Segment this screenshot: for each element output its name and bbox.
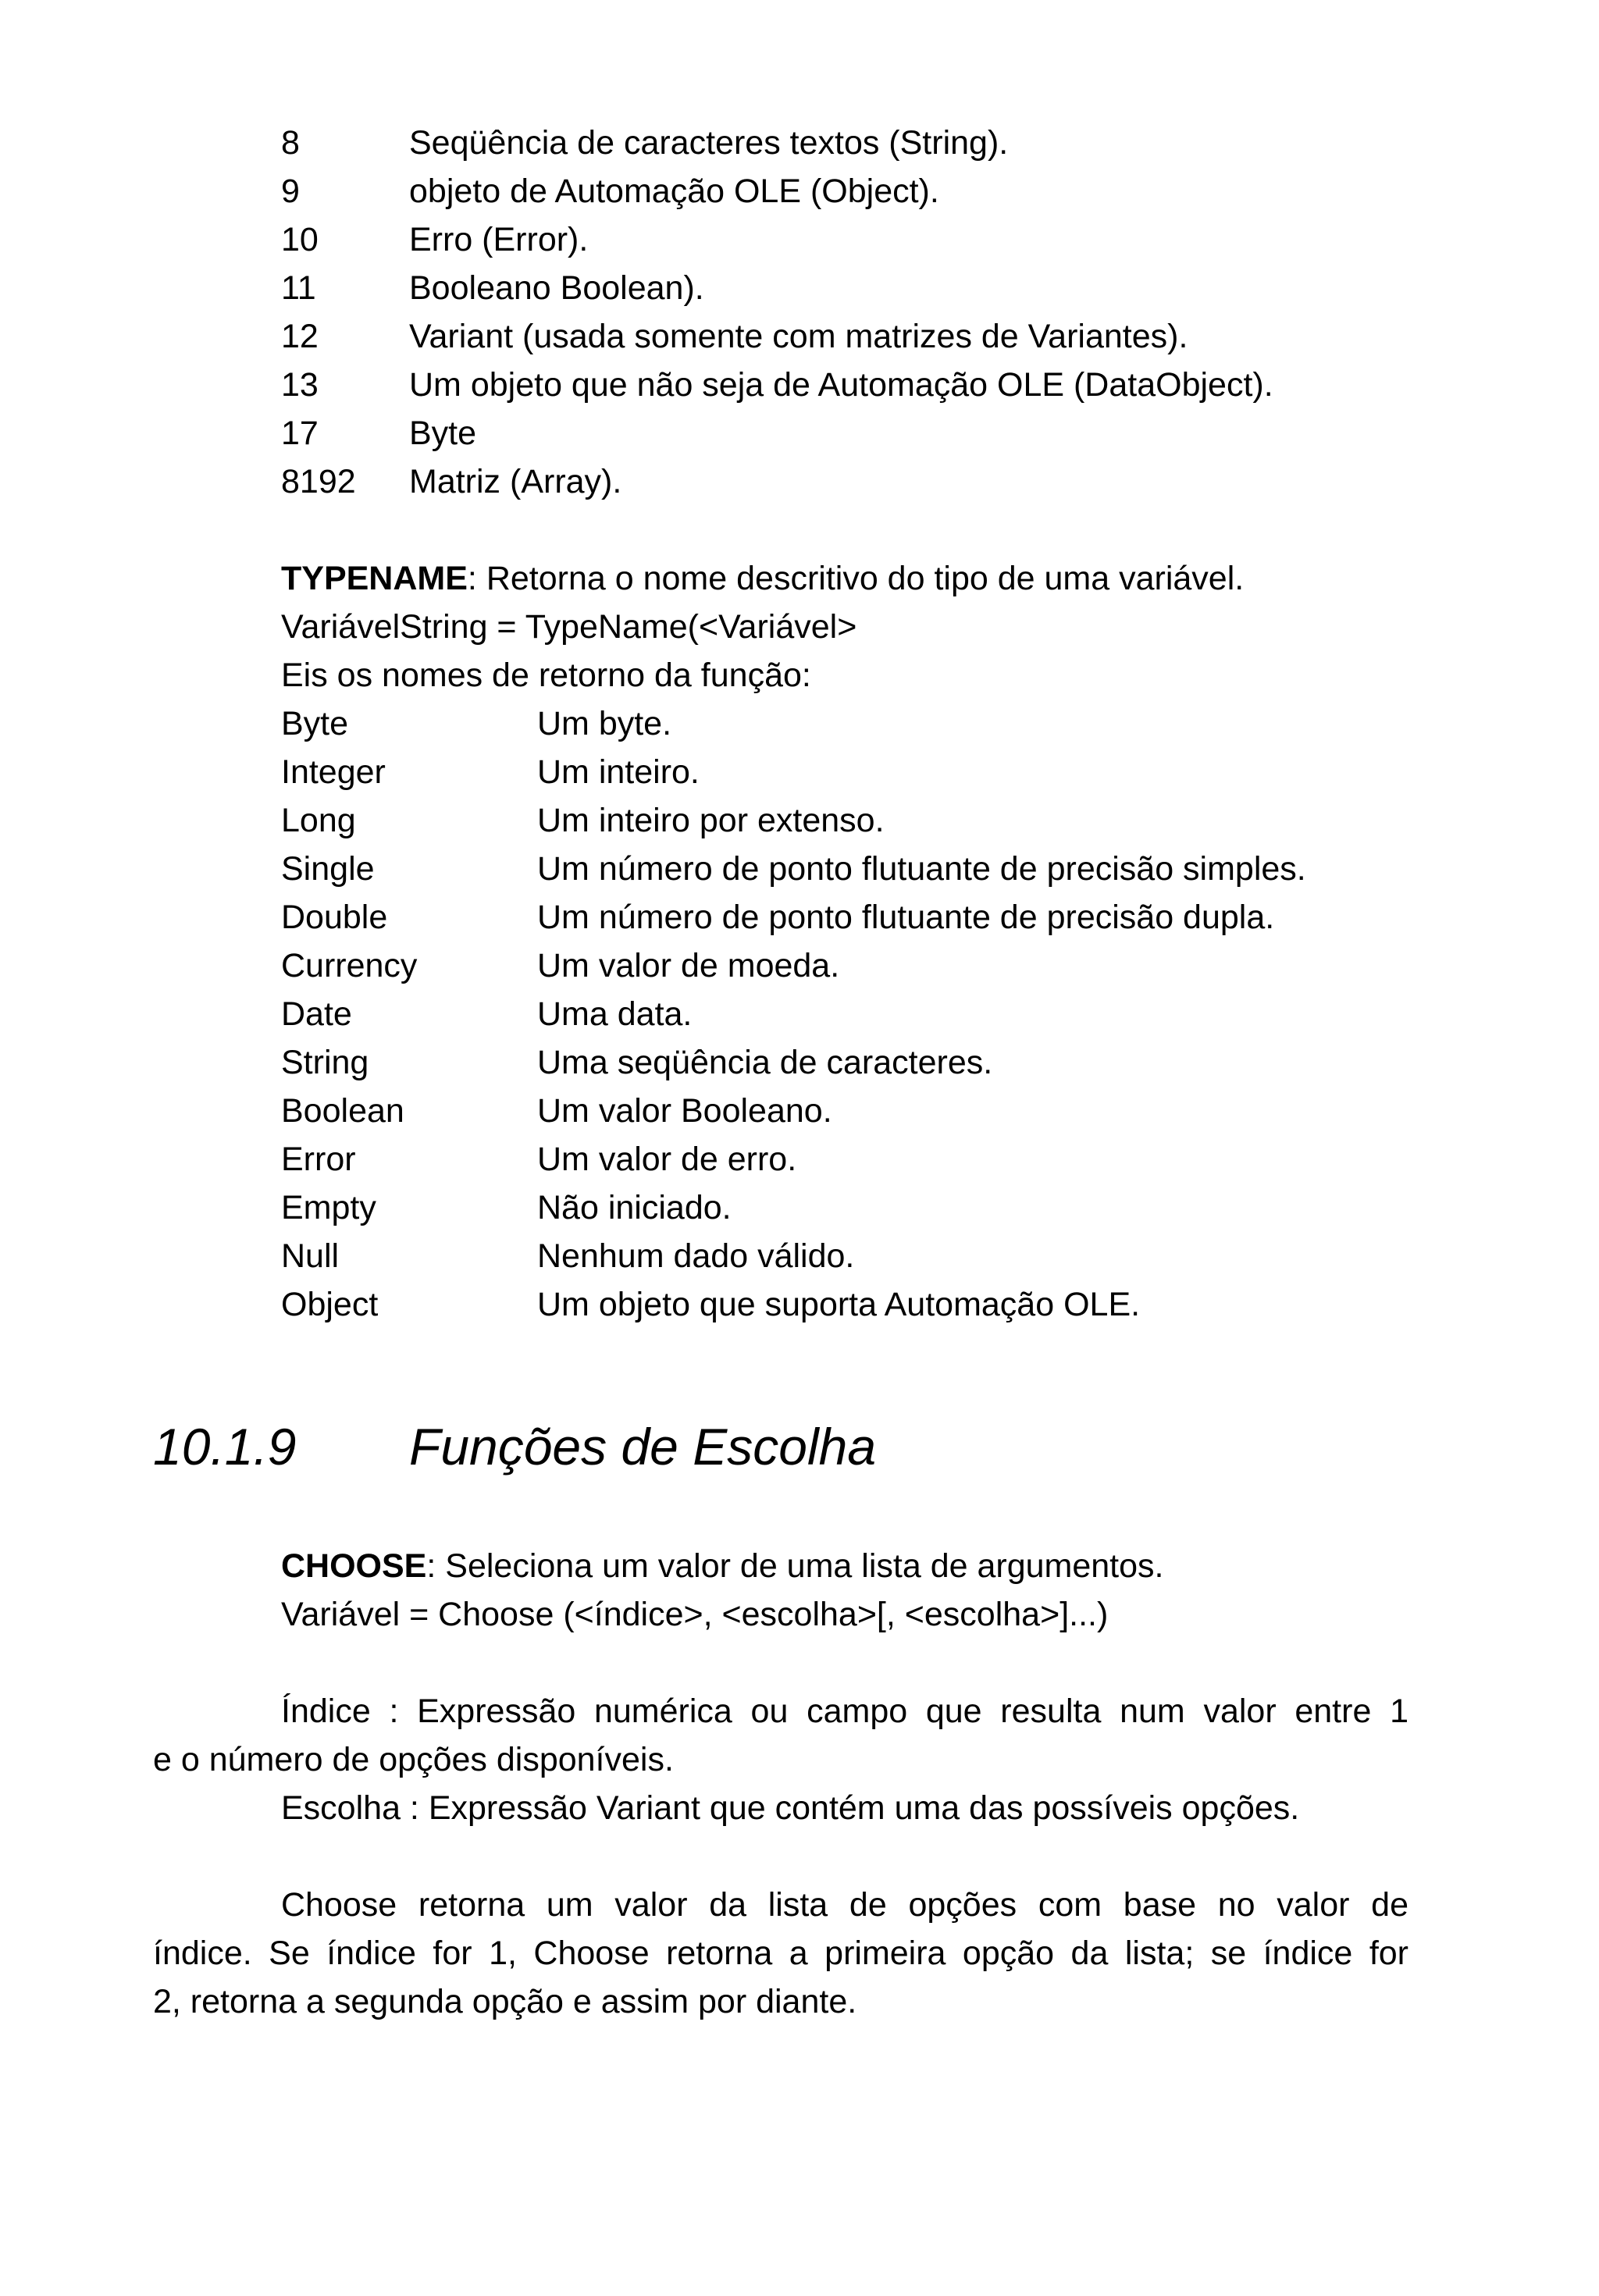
type-code: 8: [281, 124, 300, 162]
choose-definition-text: : Seleciona um valor de uma lista de argumentos.: [426, 1547, 1164, 1585]
type-code-desc: Erro (Error).: [409, 221, 589, 258]
return-type-name: Byte: [281, 705, 349, 742]
type-code-desc: Booleano Boolean).: [409, 269, 704, 307]
typename-keyword: TYPENAME: [281, 560, 468, 597]
return-type-name: Currency: [281, 947, 418, 984]
indice-description-line: Índice : Expressão numérica ou campo que resulta num valor entre 1: [281, 1693, 1408, 1730]
return-type-name: Date: [281, 995, 352, 1033]
section-number: 10.1.9: [153, 1418, 297, 1475]
typename-definition: [281, 554, 1244, 603]
return-type-desc: Um byte.: [537, 705, 672, 742]
return-type-desc: Um número de ponto flutuante de precisão dupla.: [537, 899, 1275, 936]
choose-definition: [281, 1542, 1164, 1590]
return-type-name: Boolean: [281, 1092, 404, 1130]
choose-keyword: CHOOSE: [281, 1547, 427, 1585]
typename-intro: Eis os nomes de retorno da função:: [281, 657, 811, 694]
return-type-desc: Um valor Booleano.: [537, 1092, 832, 1130]
return-type-name: Single: [281, 850, 375, 888]
typename-definition-text: : Retorna o nome descritivo do tipo de uma variável.: [467, 560, 1245, 597]
return-type-name: Error: [281, 1141, 356, 1178]
choose-paragraph-line: índice. Se índice for 1, Choose retorna a primeira opção da lista; se índice for: [153, 1935, 1408, 1972]
typename-syntax: VariávelString = TypeName(<Variável>: [281, 608, 857, 646]
return-type-desc: Nenhum dado válido.: [537, 1237, 855, 1275]
return-type-desc: Um inteiro.: [537, 753, 700, 791]
type-code: 11: [281, 269, 316, 307]
type-code-desc: Seqüência de caracteres textos (String).: [409, 124, 1009, 162]
section-title: Funções de Escolha: [409, 1418, 877, 1475]
choose-paragraph-line: Choose retorna um valor da lista de opções com base no valor de: [281, 1886, 1408, 1924]
return-type-desc: Um valor de moeda.: [537, 947, 840, 984]
choose-syntax: Variável = Choose (<índice>, <escolha>[, <escolha>]...): [281, 1596, 1109, 1633]
return-type-desc: Um inteiro por extenso.: [537, 802, 885, 839]
return-type-name: Double: [281, 899, 388, 936]
return-type-desc: Não iniciado.: [537, 1189, 732, 1226]
type-code-desc: Matriz (Array).: [409, 463, 622, 500]
return-type-name: Long: [281, 802, 356, 839]
return-type-name: Empty: [281, 1189, 376, 1226]
type-code-desc: Variant (usada somente com matrizes de Variantes).: [409, 318, 1188, 355]
type-code: 9: [281, 173, 300, 210]
return-type-desc: Uma seqüência de caracteres.: [537, 1044, 993, 1081]
return-type-name: Object: [281, 1286, 379, 1323]
type-code: 12: [281, 318, 319, 355]
type-code: 17: [281, 415, 319, 452]
choose-paragraph-line: 2, retorna a segunda opção e assim por diante.: [153, 1983, 857, 2020]
type-code-desc: Um objeto que não seja de Automação OLE (DataObject).: [409, 366, 1273, 404]
indice-description-line: e o número de opções disponíveis.: [153, 1741, 674, 1778]
return-type-name: String: [281, 1044, 369, 1081]
return-type-desc: Uma data.: [537, 995, 693, 1033]
escolha-description: Escolha : Expressão Variant que contém uma das possíveis opções.: [281, 1789, 1300, 1827]
type-code: 13: [281, 366, 319, 404]
return-type-desc: Um número de ponto flutuante de precisão simples.: [537, 850, 1306, 888]
type-code-desc: Byte: [409, 415, 477, 452]
return-type-desc: Um objeto que suporta Automação OLE.: [537, 1286, 1141, 1323]
return-type-desc: Um valor de erro.: [537, 1141, 797, 1178]
return-type-name: Integer: [281, 753, 386, 791]
type-code: 10: [281, 221, 319, 258]
type-code: 8192: [281, 463, 356, 500]
return-type-name: Null: [281, 1237, 340, 1275]
type-code-desc: objeto de Automação OLE (Object).: [409, 173, 939, 210]
